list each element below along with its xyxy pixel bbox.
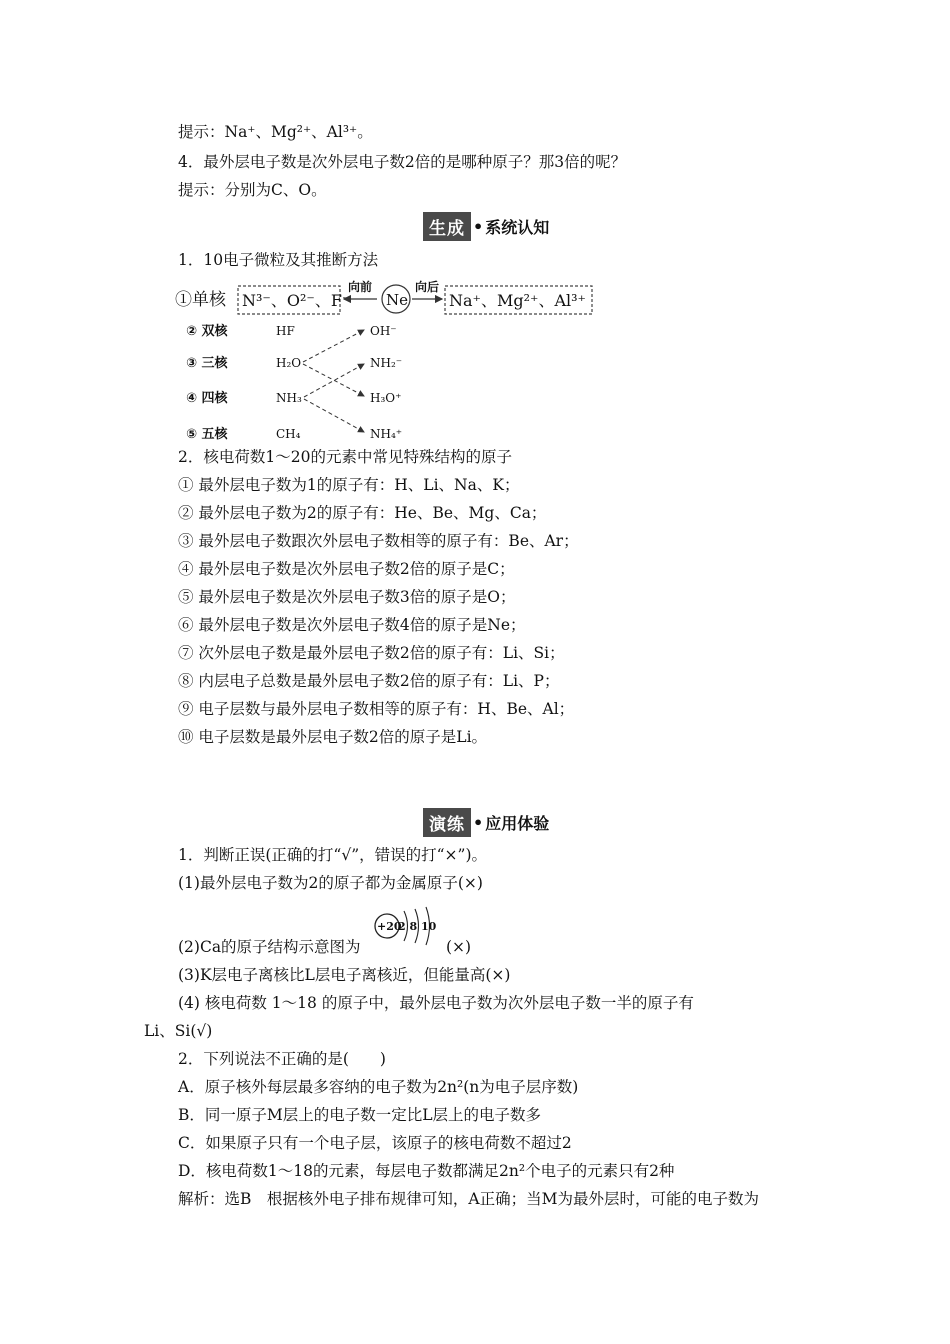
section-header-practice (423, 808, 549, 837)
fact-1: ① 最外层电子数为1的原子有：H、Li、Na、K； (178, 476, 520, 494)
ten-electron-diagram (170, 278, 610, 448)
question-1-2-answer: (×) (446, 938, 472, 956)
section-header-dot: • (473, 813, 484, 832)
question-1-4-line1: (4) 核电荷数 1～18 的原子中，最外层电子数为次外层电子数一半的原子有 (178, 994, 694, 1012)
fact-6: ⑥ 最外层电子数是次外层电子数4倍的原子是Ne； (178, 616, 526, 634)
row5-label: ⑤ 五核 (186, 427, 228, 442)
row4-label: ④ 四核 (186, 391, 228, 406)
question-1-3: (3)K层电子离核比L层电子离核近，但能量高(×) (178, 966, 511, 984)
arrow-h2o-oh (303, 330, 364, 362)
right-ion-text: Na⁺、Mg²⁺、Al³⁺ (449, 291, 587, 310)
arrow-nh3-nh4 (304, 399, 364, 432)
item-1-title: 1．10电子微粒及其推断方法 (178, 251, 379, 269)
row2-label: ② 双核 (186, 324, 228, 339)
question-1-2 (178, 937, 361, 957)
question-4: 4．最外层电子数是次外层电子数2倍的是哪种原子？那3倍的呢？ (178, 153, 627, 171)
question-1-4-line2: Li、Si(√) (144, 1022, 213, 1040)
arrow-forward-label: 向前 (348, 280, 373, 294)
fact-7: ⑦ 次外层电子数是最外层电子数2倍的原子有：Li、Si； (178, 644, 565, 662)
row3-left: H₂O (276, 356, 302, 370)
left-ion-text: N³⁻、O²⁻、F⁻ (242, 291, 351, 310)
option-a: A．原子核外每层最多容纳的电子数为2n²(n为电子层序数) (178, 1078, 579, 1096)
item-2-title: 2．核电荷数1～20的元素中常见特殊结构的原子 (178, 448, 512, 466)
ne-text: Ne (386, 291, 409, 309)
analysis: 解析：选B 根据核外电子排布规律可知，A正确；当M为最外层时，可能的电子数为 (178, 1190, 759, 1208)
fact-9: ⑨ 电子层数与最外层电子数相等的原子有：H、Be、Al； (178, 700, 575, 718)
hint-2: 提示：分别为C、O。 (178, 181, 327, 199)
row5-right: NH₄⁺ (370, 427, 403, 441)
row5-left: CH₄ (276, 427, 301, 441)
option-d: D．核电荷数1～18的元素，每层电子数都满足2n²个电子的元素只有2种 (178, 1162, 675, 1180)
section-header-generate (423, 212, 549, 241)
hint-1: 提示：Na⁺、Mg²⁺、Al³⁺。 (178, 123, 373, 141)
row2-left: HF (276, 324, 295, 338)
row4-left: NH₃ (276, 391, 302, 405)
fact-4: ④ 最外层电子数是次外层电子数2倍的原子是C； (178, 560, 515, 578)
fact-3: ③ 最外层电子数跟次外层电子数相等的原子有：Be、Ar； (178, 532, 579, 550)
ca-atom-structure-diagram (372, 903, 442, 949)
section-header-title: 应用体验 (485, 814, 550, 833)
fact-5: ⑤ 最外层电子数是次外层电子数3倍的原子是O； (178, 588, 516, 606)
row2-right: OH⁻ (370, 324, 397, 338)
row1-label: ①单核 (175, 290, 226, 310)
fact-10: ⑩ 电子层数是最外层电子数2倍的原子是Li。 (178, 728, 488, 746)
fact-2: ② 最外层电子数为2的原子有：He、Be、Mg、Ca； (178, 504, 547, 522)
section-header-dot: • (473, 217, 484, 236)
question-1-2-prefix: (2)Ca的原子结构示意图为 (178, 938, 361, 956)
fact-8: ⑧ 内层电子总数是最外层电子数2倍的原子有：Li、P； (178, 672, 560, 690)
option-c: C．如果原子只有一个电子层，该原子的核电荷数不超过2 (178, 1134, 572, 1152)
section-header-block: 演练 (423, 808, 471, 837)
ca-nucleus-charge: +20 (377, 920, 402, 933)
ca-shell-counts: 2 8 10 (398, 920, 437, 933)
row3-right: NH₂⁻ (370, 356, 403, 370)
option-b: B．同一原子M层上的电子数一定比L层上的电子数多 (178, 1106, 542, 1124)
section-header-title: 系统认知 (485, 218, 550, 237)
question-1: 1．判断正误(正确的打“√”，错误的打“×”)。 (178, 846, 488, 864)
row3-label: ③ 三核 (186, 356, 228, 371)
question-2: 2．下列说法不正确的是( ) (178, 1050, 386, 1068)
section-header-block: 生成 (423, 212, 471, 241)
arrow-backward-label: 向后 (415, 280, 440, 294)
row4-right: H₃O⁺ (370, 391, 402, 405)
question-1-1: (1)最外层电子数为2的原子都为金属原子(×) (178, 874, 483, 892)
